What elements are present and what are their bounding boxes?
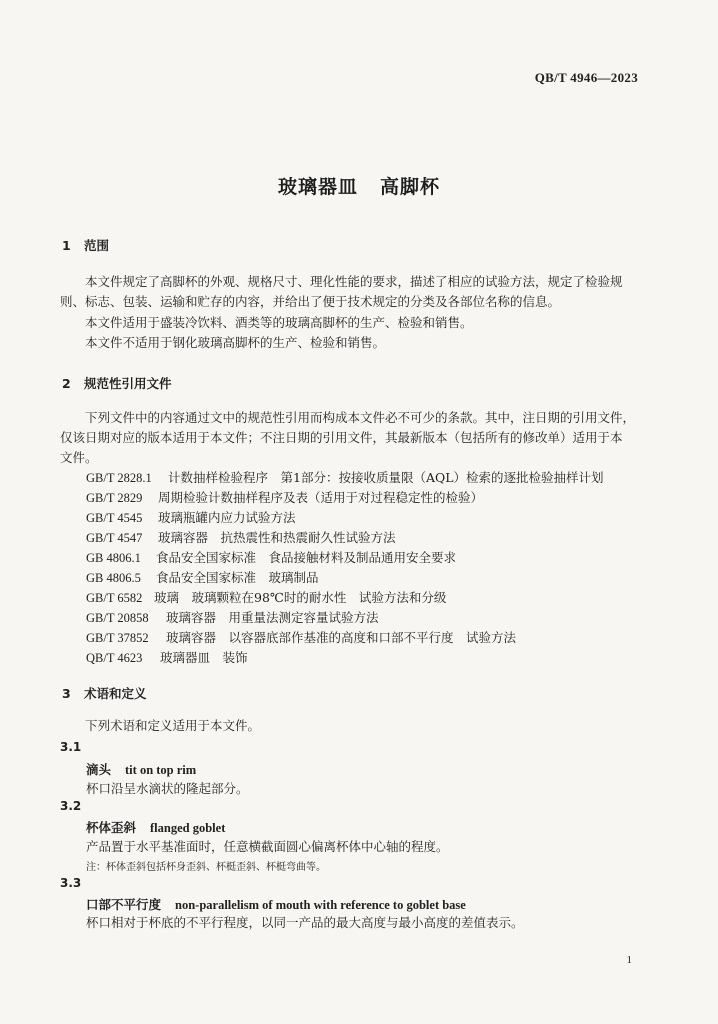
reference-item: GB/T 2829 周期检验计数抽样程序及表（适用于对过程稳定性的检验） (86, 490, 484, 505)
section-2-intro-line-2: 仅该日期对应的版本适用于本文件；不注日期的引用文件，其最新版本（包括所有的修改单）适用于本 (60, 430, 623, 445)
reference-item: GB 4806.1 食品安全国家标准 食品接触材料及制品通用安全要求 (86, 550, 457, 565)
term-number: 3.2 (60, 799, 82, 813)
term-entry: 滴头 tit on top rim (86, 762, 197, 777)
term-number: 3.1 (60, 740, 82, 754)
term-definition: 杯口相对于杯底的不平行程度，以同一产品的最大高度与最小高度的差值表示。 (86, 915, 524, 930)
section-3-heading: 3 术语和定义 (62, 686, 147, 701)
term-entry: 杯体歪斜 flanged goblet (86, 820, 226, 835)
term-note: 注：杯体歪斜包括杯身歪斜、杯梃歪斜、杯梃弯曲等。 (86, 862, 326, 873)
section-1-paragraph-2: 本文件适用于盛装冷饮料、酒类等的玻璃高脚杯的生产、检验和销售。 (85, 315, 473, 330)
section-3-intro: 下列术语和定义适用于本文件。 (85, 718, 261, 733)
standard-code: QB/T 4946—2023 (534, 70, 638, 85)
reference-item: GB/T 6582 玻璃 玻璃颗粒在98℃时的耐水性 试验方法和分级 (86, 590, 447, 605)
reference-item: GB/T 2828.1 计数抽样检验程序 第1部分：按接收质量限（AQL）检索的逐批检验抽样计划 (86, 470, 604, 485)
reference-item: GB/T 4545 玻璃瓶罐内应力试验方法 (86, 510, 296, 525)
reference-item: GB 4806.5 食品安全国家标准 玻璃制品 (86, 570, 319, 585)
term-definition: 杯口沿呈水滴状的隆起部分。 (86, 781, 249, 796)
reference-item: QB/T 4623 玻璃器皿 装饰 (86, 650, 248, 665)
reference-item: GB/T 4547 玻璃容器 抗热震性和热震耐久性试验方法 (86, 530, 396, 545)
title-part-2: 高脚杯 (380, 176, 441, 198)
section-1-paragraph-3: 本文件不适用于钢化玻璃高脚杯的生产、检验和销售。 (85, 335, 386, 350)
reference-item: GB/T 37852 玻璃容器 以容器底部作基准的高度和口部不平行度 试验方法 (86, 630, 517, 645)
title-part-1: 玻璃器皿 (277, 176, 358, 198)
term-number: 3.3 (60, 876, 82, 890)
section-1-paragraph-1-line-1: 本文件规定了高脚杯的外观、规格尺寸、理化性能的要求，描述了相应的试验方法，规定了检验规 (85, 274, 623, 289)
section-1-heading: 1 范围 (62, 238, 110, 253)
section-2-intro-line-3: 文件。 (60, 450, 98, 465)
document-title (0, 172, 718, 199)
section-1-paragraph-1-line-2: 则、标志、包装、运输和贮存的内容，并给出了便于技术规定的分类及各部位名称的信息。 (60, 294, 561, 309)
section-2-heading: 2 规范性引用文件 (62, 376, 172, 391)
section-2-intro-line-1: 下列文件中的内容通过文中的规范性引用而构成本文件必不可少的条款。其中，注日期的引用文件， (85, 410, 636, 425)
page-number: 1 (626, 954, 632, 966)
term-definition: 产品置于水平基准面时，任意横截面圆心偏离杯体中心轴的程度。 (86, 839, 449, 854)
reference-item: GB/T 20858 玻璃容器 用重量法测定容量试验方法 (86, 610, 379, 625)
term-entry: 口部不平行度 non-parallelism of mouth with reference to goblet base (86, 897, 466, 912)
